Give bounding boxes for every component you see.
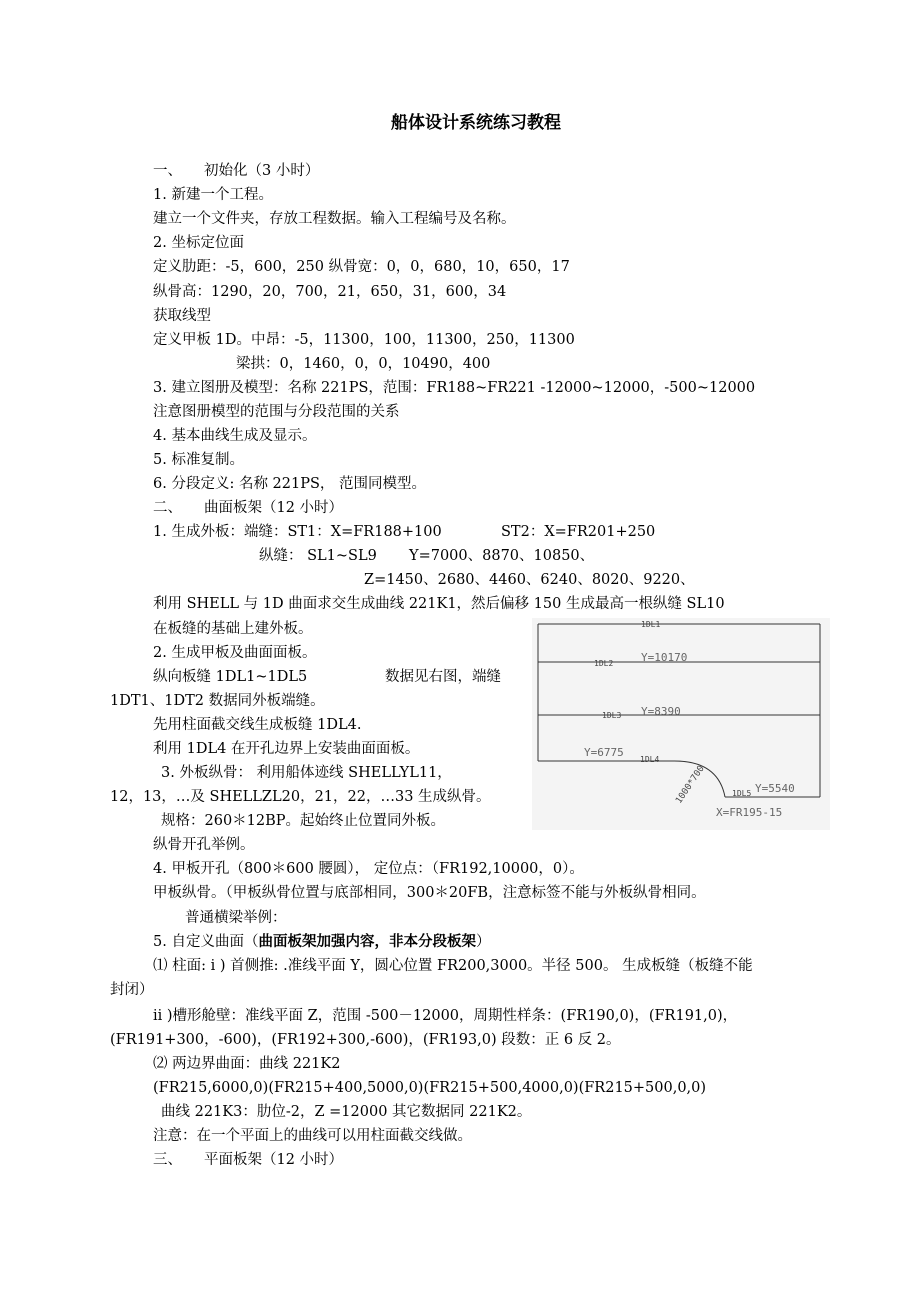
text-line: Y=7000、8870、10850、 (409, 548, 595, 564)
text-line: 在板缝的基础上建外板。 (153, 621, 313, 637)
section-number: 三、 (153, 1152, 182, 1168)
text-line: Z=1450、2680、4460、6240、8020、9220、 (364, 572, 695, 588)
label-x-fr195-15: X=FR195-15 (716, 806, 783, 819)
text-line: 定义甲板 1D。中昂：-5，11300，100，11300，250，11300 (153, 332, 575, 348)
label-1dl4: 1DL4 (640, 755, 660, 764)
deck-seam-diagram (532, 618, 830, 830)
text-line: 先用柱面截交线生成板缝 1DL4. (153, 717, 362, 733)
label-1dl5: 1DL5 (732, 789, 752, 798)
text-line: 注意：在一个平面上的曲线可以用柱面截交线做。 (153, 1128, 472, 1144)
section-2-heading (153, 499, 343, 517)
text-line: ST2：X=FR201+250 (501, 524, 656, 540)
text-line: 3. 外板纵骨： 利用船体迹线 SHELLYL11， (161, 765, 452, 781)
text-line: 梁拱：0，1460，0，0，10490，400 (236, 356, 491, 372)
text-line: 普通横梁举例： (185, 910, 287, 926)
text-line: 纵骨高：1290，20，700，21，650，31，600，34 (153, 284, 507, 300)
text-line: 2. 坐标定位面 (153, 235, 244, 251)
text-line: 曲线 221K3：肋位-2，Z =12000 其它数据同 221K2。 (161, 1104, 532, 1120)
section-3-heading (153, 1151, 343, 1169)
text-line: 建立一个文件夹，存放工程数据。输入工程编号及名称。 (153, 211, 516, 227)
text-line: ⑵ 两边界曲面：曲线 221K2 (153, 1056, 341, 1072)
text-line: 2. 生成甲板及曲面面板。 (153, 645, 317, 661)
text-span: ） (475, 934, 491, 950)
section-title: 平面板架（12 小时） (204, 1152, 344, 1168)
text-line: 甲板纵骨。（甲板纵骨位置与底部相同，300＊20FB，注意标签不能与外板纵骨相同。 (153, 885, 706, 901)
section-1-heading (153, 162, 319, 180)
label-1dl3: 1DL3 (602, 711, 622, 720)
text-line: (FR215,6000,0)(FR215+400,5000,0)(FR215+500,4000,0)(FR215+500,0,0) (153, 1080, 707, 1096)
label-y8390: Y=8390 (641, 705, 681, 718)
text-line: 利用 SHELL 与 1D 曲面求交生成曲线 221K1，然后偏移 150 生成最高一根纵缝 SL10 (153, 596, 725, 612)
text-line: 纵缝： SL1~SL9 (259, 548, 377, 564)
text-line: 4. 甲板开孔（800＊600 腰圆）， 定位点：（FR192,10000，0）。 (153, 861, 584, 877)
text-line: 数据见右图，端缝 (385, 669, 501, 685)
text-line: 纵骨开孔举例。 (153, 837, 255, 853)
text-line: 3. 建立图册及模型：名称 221PS，范围：FR188~FR221 -12000~12000，-500~12000 (153, 380, 756, 396)
label-1dl2: 1DL2 (594, 659, 614, 668)
bold-note: 曲面板架加强内容，非本分段板架 (258, 933, 476, 950)
label-y5540: Y=5540 (755, 782, 795, 795)
label-opening-size: 1000*700 (674, 764, 707, 806)
text-line: 6. 分段定义: 名称 221PS， 范围同模型。 (153, 476, 427, 492)
text-line: 纵向板缝 1DL1~1DL5 (153, 669, 308, 685)
text-line: 封闭） (110, 982, 154, 998)
section-number: 二、 (153, 500, 182, 516)
text-line (153, 933, 490, 951)
label-y6775: Y=6775 (584, 746, 624, 759)
section-title: 曲面板架（12 小时） (204, 500, 344, 516)
text-line: 1. 新建一个工程。 (153, 187, 273, 203)
label-y10170: Y=10170 (641, 651, 688, 664)
page-title: 船体设计系统练习教程 (391, 113, 561, 133)
text-line: 1. 生成外板：端缝：ST1：X=FR188+100 (153, 524, 442, 540)
text-line: 定义肋距：-5，600，250 纵骨宽：0，0，680，10，650，17 (153, 259, 570, 275)
text-line: (FR191+300，-600)，(FR192+300,-600)，(FR193,0) 段数：正 6 反 2。 (110, 1032, 621, 1048)
text-line: 12，13，…及 SHELLZL20，21，22，…33 生成纵骨。 (110, 789, 491, 805)
text-line: 注意图册模型的范围与分段范围的关系 (153, 404, 400, 420)
text-span: 5. 自定义曲面（ (153, 934, 259, 950)
text-line: ii )槽形舱壁：准线平面 Z，范围 -500－12000，周期性样条：(FR190,0)，(FR191,0)， (153, 1008, 738, 1024)
section-number: 一、 (153, 163, 182, 179)
text-line: ⑴ 柱面: i ) 首侧推: .准线平面 Y，圆心位置 FR200,3000。半径 500。 生成板缝（板缝不能 (153, 958, 753, 974)
text-line: 利用 1DL4 在开孔边界上安装曲面面板。 (153, 741, 420, 757)
label-1dl1: 1DL1 (641, 620, 661, 629)
section-title: 初始化（3 小时） (204, 163, 320, 179)
text-line: 4. 基本曲线生成及显示。 (153, 428, 317, 444)
text-line: 5. 标准复制。 (153, 452, 244, 468)
text-line: 规格：260＊12BP。起始终止位置同外板。 (161, 813, 446, 829)
text-line: 获取线型 (153, 308, 211, 324)
text-line: 1DT1、1DT2 数据同外板端缝。 (110, 693, 325, 709)
